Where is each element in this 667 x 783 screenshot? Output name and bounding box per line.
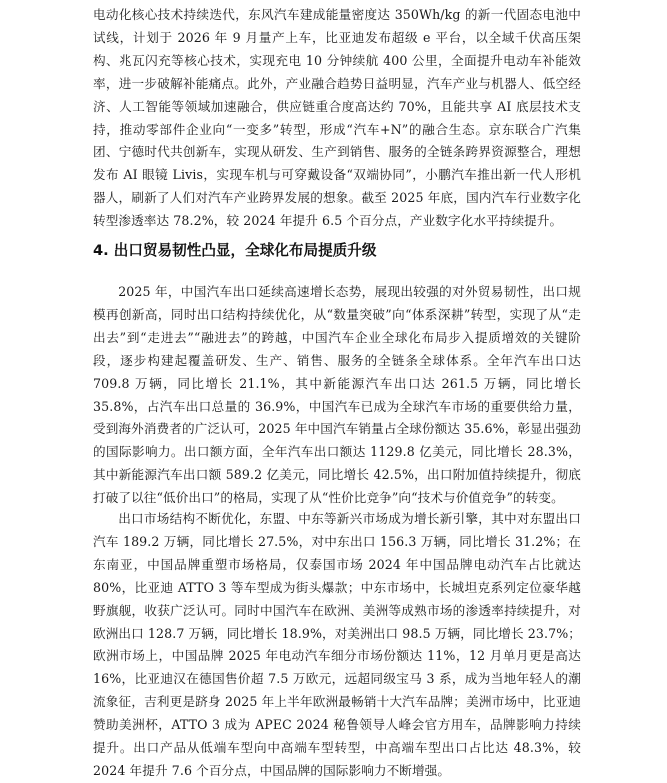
paragraph-electrification-tech: 电动化核心技术持续迭代，东风汽车建成能量密度达 350Wh/kg 的新一代固态电池中试线，计划于 2026 年 9 月量产上车，比亚迪发布超级 e 平台，以全域千伏高压架构、兆瓦闪充等核心技术，实现充电 10 分钟续航 400 公里，全面提升电动车补能效率，进一步破解补能痛点。此外，产业融合趋势日益明显，汽车产业与机器人、低空经济、人工智能等领域加速融合，供应链重合度高达约 70%，且能共享 AI 底层技术支持，推动零部件企业向“一变多”转型，形成“汽车+N”的融合生态。京东联合广汽集团、宁德时代共创新车，实现从研发、生产到销售、服务的全链条跨界资源整合，理想发布 AI 眼镜 Livis，实现车机与可穿戴设备“双端协同”，小鹏汽车推出新一代人形机器人，刷新了人们对汽车产业跨界发展的想象。截至 2025 年底，国内汽车行业数字化转型渗透率达 78.2%，较 2024 年提升 6.5 个百分点，产业数字化水平持续提升。 <box>93 7 581 229</box>
section-heading-export-trade: 4. 出口贸易韧性凸显，全球化布局提质升级 <box>93 242 377 259</box>
paragraph-export-growth: 2025 年，中国汽车出口延续高速增长态势，展现出较强的对外贸易韧性，出口规模再创新高，同时出口结构持续优化，从“数量突破”向“体系深耕”转型，实现了从“走出去”到“走进去”“融进去”的跨越，中国汽车企业全球化布局步入提质增效的关键阶段，逐步构建起覆盖研发、生产、销售、服务的全链条全球体系。全年汽车出口达 709.8 万辆，同比增长 21.1%，其中新能源汽车出口达 261.5 万辆，同比增长 35.8%，占汽车出口总量的 36.9%，中国汽车已成为全球汽车市场的重要供给力量，受到海外消费者的广泛认可，2025 年中国汽车销量占全球份额达 35.6%，彰显出强劲的国际影响力。出口额方面，全年汽车出口额达 1129.8 亿美元，同比增长 28.3%，其中新能源汽车出口额 589.2 亿美元，同比增长 42.5%，出口附加值持续提升，彻底打破了以往“低价出口”的格局，实现了从“性价比竞争”向“技术与价值竞争”的转变。 <box>93 284 581 506</box>
paragraph-export-markets: 出口市场结构不断优化，东盟、中东等新兴市场成为增长新引擎，其中对东盟出口汽车 189.2 万辆，同比增长 27.5%，对中东出口 156.3 万辆，同比增长 31.2%；在东南亚，中国品牌重塑市场格局，仅泰国市场 2024 年中国品牌电动汽车占比就达 80%，比亚迪 ATTO 3 等车型成为街头爆款；中东市场中，长城坦克系列定位豪华越野旗舰，收获广泛认可。同时中国汽车在欧洲、美洲等成熟市场的渗透率持续提升，对欧洲出口 128.7 万辆，同比增长 18.9%，对美洲出口 98.5 万辆，同比增长 23.7%；欧洲市场上，中国品牌 2025 年电动汽车细分市场份额达 11%，12 月单月更是高达 16%，比亚迪汉在德国售价超 7.5 万欧元，远超同级宝马 3 系，成为当地年轻人的潮流象征，吉利更是跻身 2025 年上半年欧洲最畅销十大汽车品牌；美洲市场中，比亚迪赞助美洲杯，ATTO 3 成为 APEC 2024 秘鲁领导人峰会官方用车，品牌影响力持续提升。出口产品从低端车型向中高端车型转型，中高端车型出口占比达 48.3%，较 2024 年提升 7.6 个百分点，中国品牌的国际影响力不断增强。 <box>93 511 581 778</box>
